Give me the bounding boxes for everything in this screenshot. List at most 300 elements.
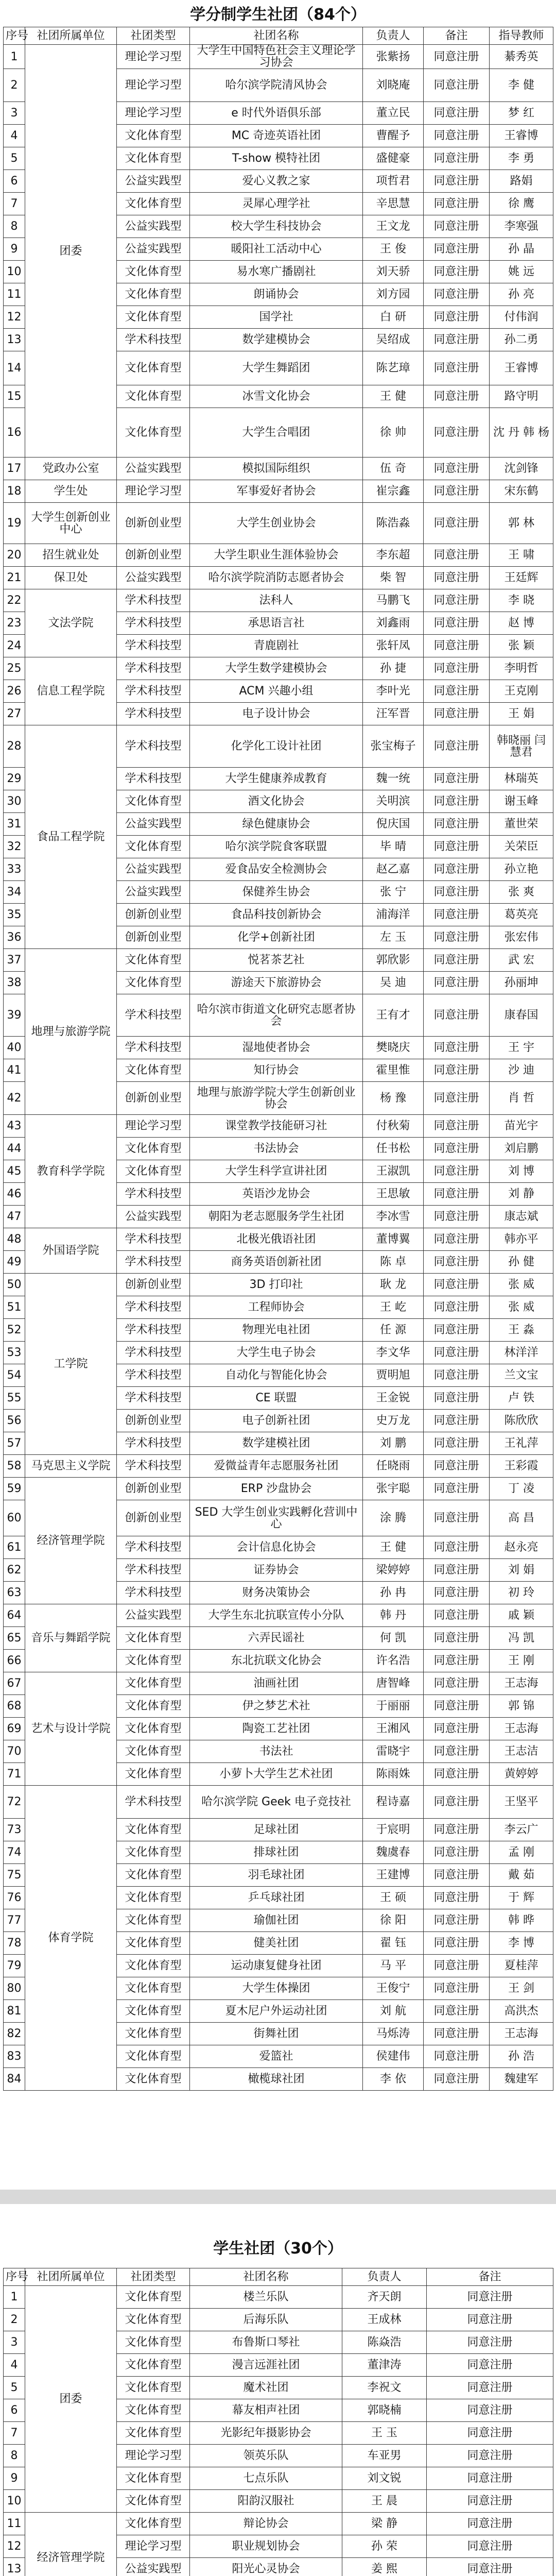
section1-cell: 文化体育型 (117, 1672, 190, 1695)
section1-cell: 王志海 (490, 1718, 553, 1740)
section1-cell: 化学+创新社团 (190, 926, 363, 949)
section1-cell: 62 (4, 1559, 25, 1582)
section1-cell: 大学生东北抗联宣传小分队 (190, 1604, 363, 1627)
section1-cell: 书法社 (190, 1740, 363, 1763)
section1-cell: 电子设计协会 (190, 703, 363, 725)
section1-cell: 14 (4, 351, 25, 385)
section1-cell: 同意注册 (424, 1887, 490, 1909)
section1-cell: 同意注册 (424, 1059, 490, 1082)
section1-cell: 林瑞英 (490, 768, 553, 790)
section2-cell: 文化体育型 (117, 2354, 190, 2377)
section1-cell: 王 俊 (363, 238, 424, 261)
section1-cell: 张 颖 (490, 635, 553, 657)
section1-cell: 42 (4, 1082, 25, 1115)
section2-dept-cell: 经济管理学院 (25, 2513, 117, 2576)
section1-cell: 李 晓 (490, 589, 553, 612)
section1-cell: 文化体育型 (117, 1059, 190, 1082)
section1-cell: 财务决策协会 (190, 1582, 363, 1604)
section1-cell: 朗诵协会 (190, 283, 363, 306)
section2-cell: 2 (4, 2309, 25, 2331)
section1-cell: 物理光电社团 (190, 1319, 363, 1342)
section2-cell: 孙 荣 (342, 2535, 427, 2558)
section1-cell: 马鹏飞 (363, 589, 424, 612)
section1-cell: 孙立艳 (490, 858, 553, 881)
section1-cell: 57 (4, 1432, 25, 1455)
section1-cell: 41 (4, 1059, 25, 1082)
section1-cell: 排球社团 (190, 1841, 363, 1864)
section1-cell: 文化体育型 (117, 1955, 190, 1977)
section1-cell: 樊晓庆 (363, 1037, 424, 1059)
section1-cell: 运动康复健身社团 (190, 1955, 363, 1977)
section1-cell: 学术科技型 (117, 1536, 190, 1559)
section1-cell: 同意注册 (424, 612, 490, 635)
section1-title: 学分制学生社团（84个） (190, 6, 366, 24)
section2-header-cell: 社团类型 (117, 2268, 190, 2286)
section1-cell: 悦茗茶艺社 (190, 949, 363, 972)
section1-cell: 38 (4, 972, 25, 994)
section2-cell: 梁 静 (342, 2513, 427, 2535)
section1-cell: 自动化与智能化协会 (190, 1364, 363, 1387)
section1-cell: 学术科技型 (117, 1183, 190, 1206)
section1-cell: 52 (4, 1319, 25, 1342)
section1-cell: 34 (4, 881, 25, 904)
section1-cell: 49 (4, 1251, 25, 1274)
section1-cell: 大学生体操团 (190, 1977, 363, 2000)
section1-cell: 13 (4, 329, 25, 351)
section1-cell: 王 硕 (363, 1887, 424, 1909)
section1-cell: 王彩霞 (490, 1455, 553, 1478)
section1-cell: 徐 鹰 (490, 193, 553, 215)
section1-cell: 韩亦平 (490, 1228, 553, 1251)
section1-cell: 吴绍成 (363, 329, 424, 351)
section1-cell: 爱食品安全检测协会 (190, 858, 363, 881)
section1-cell: 同意注册 (424, 544, 490, 567)
section1-cell: 同意注册 (424, 1955, 490, 1977)
section1-cell: 刘 航 (363, 2000, 424, 2023)
section1-cell: 74 (4, 1841, 25, 1864)
section1-cell: 同意注册 (424, 1627, 490, 1650)
section1-cell: 学术科技型 (117, 1559, 190, 1582)
section1-cell: 李 博 (490, 1932, 553, 1955)
section1-cell: 翟 钰 (363, 1932, 424, 1955)
section1-cell: 马烁涛 (363, 2023, 424, 2045)
section1-cell: 文化体育型 (117, 1864, 190, 1887)
section1-cell: 李明哲 (490, 657, 553, 680)
section2-cell: 9 (4, 2467, 25, 2490)
section1-cell: 同意注册 (424, 147, 490, 170)
section1-cell: 魏建军 (490, 2068, 553, 2091)
section2-cell: 车亚男 (342, 2445, 427, 2467)
section1-cell: 同意注册 (424, 1864, 490, 1887)
section1-cell: 健美社团 (190, 1932, 363, 1955)
section1-header-cell: 负责人 (363, 27, 424, 45)
section1-cell: 68 (4, 1695, 25, 1718)
section1-cell: 公益实践型 (117, 1604, 190, 1627)
section1-cell: 73 (4, 1819, 25, 1841)
section1-cell: 同意注册 (424, 2045, 490, 2068)
section1-cell: 夏木尼户外运动社团 (190, 2000, 363, 2023)
section1-cell: 浦海洋 (363, 904, 424, 926)
section1-cell: 同意注册 (424, 1536, 490, 1559)
section1-cell: 同意注册 (424, 480, 490, 503)
section1-cell: 同意注册 (424, 2000, 490, 2023)
section1-cell: 文化体育型 (117, 1650, 190, 1672)
section1-cell: 王 刚 (490, 1650, 553, 1672)
section1-cell: 学术科技型 (117, 329, 190, 351)
section1-cell: 9 (4, 238, 25, 261)
section1-cell: 大学生创业协会 (190, 503, 363, 544)
section2-cell: 同意注册 (427, 2490, 553, 2513)
section1-cell: 大学生合唱团 (190, 408, 363, 457)
section2-cell: 阳光心灵协会 (190, 2558, 342, 2576)
section1-cell: 文化体育型 (117, 1718, 190, 1740)
section1-cell: 刘天骄 (363, 261, 424, 283)
section1-cell: 同意注册 (424, 45, 490, 69)
section1-cell: 71 (4, 1763, 25, 1786)
section1-table-row (4, 657, 553, 680)
section1-table-row (4, 1478, 553, 1500)
section1-cell: 25 (4, 657, 25, 680)
section1-cell: 六弄民谣社 (190, 1627, 363, 1650)
section1-cell: 33 (4, 858, 25, 881)
section1-cell: 同意注册 (424, 1228, 490, 1251)
section1-cell: 学术科技型 (117, 1455, 190, 1478)
section1-cell: 同意注册 (424, 1500, 490, 1536)
section1-cell: 刘 鹏 (363, 1432, 424, 1455)
section1-cell: 项哲君 (363, 170, 424, 193)
section1-cell: 同意注册 (424, 385, 490, 408)
section1-cell: 綦秀英 (490, 45, 553, 69)
section1-cell: 文化体育型 (117, 408, 190, 457)
section1-cell: T-show 模特社团 (190, 147, 363, 170)
section1-cell: 4 (4, 125, 25, 147)
section1-cell: 董立民 (363, 102, 424, 125)
section1-cell: 课堂教学技能研习社 (190, 1115, 363, 1138)
section1-table-row (4, 589, 553, 612)
section1-cell: 梦 红 (490, 102, 553, 125)
section1-cell: 苗光宇 (490, 1115, 553, 1138)
section1-cell: 17 (4, 457, 25, 480)
section1-dept-cell: 音乐与舞蹈学院 (25, 1604, 117, 1672)
section1-cell: 同意注册 (424, 949, 490, 972)
section1-cell: 同意注册 (424, 972, 490, 994)
section1-cell: 文化体育型 (117, 1763, 190, 1786)
section2-header-cell: 备注 (427, 2268, 553, 2286)
section1-cell: 路娟 (490, 170, 553, 193)
section2-cell: 文化体育型 (117, 2399, 190, 2422)
section1-cell: 文化体育型 (117, 790, 190, 813)
section2-cell: 13 (4, 2558, 25, 2576)
section1-cell: 1 (4, 45, 25, 69)
section1-cell: 王廷辉 (490, 567, 553, 589)
section1-cell: 同意注册 (424, 1342, 490, 1364)
section1-cell: 大学生科学宣讲社团 (190, 1160, 363, 1183)
section1-cell: 陶瓷工艺社团 (190, 1718, 363, 1740)
section1-cell: 63 (4, 1582, 25, 1604)
section1-cell: 王 啸 (490, 544, 553, 567)
section2-cell: 齐天朗 (342, 2286, 427, 2309)
section1-cell: 48 (4, 1228, 25, 1251)
section1-cell: 公益实践型 (117, 567, 190, 589)
section1-cell: 创新创业型 (117, 1082, 190, 1115)
section1-cell: 王克刚 (490, 680, 553, 703)
section1-cell: 61 (4, 1536, 25, 1559)
section2-title: 学生社团（30个） (213, 2240, 343, 2258)
section1-cell: 同意注册 (424, 69, 490, 102)
section1-cell: 45 (4, 1160, 25, 1183)
section1-cell: 学术科技型 (117, 635, 190, 657)
section1-cell: 地理与旅游学院大学生创新创业协会 (190, 1082, 363, 1115)
section1-cell: 刘 静 (490, 1183, 553, 1206)
section1-cell: 李冰雪 (363, 1206, 424, 1228)
section1-cell: 50 (4, 1274, 25, 1296)
section1-cell: 大学生中国特色社会主义理论学习协会 (190, 45, 363, 69)
section1-cell: 11 (4, 283, 25, 306)
section1-cell: 卢 铁 (490, 1387, 553, 1410)
section1-cell: 李叶光 (363, 680, 424, 703)
section1-cell: 12 (4, 306, 25, 329)
section2-cell: 同意注册 (427, 2377, 553, 2399)
section1-cell: 易水寒广播剧社 (190, 261, 363, 283)
section1-cell: 大学生职业生涯体验协会 (190, 544, 363, 567)
section1-cell: 李东超 (363, 544, 424, 567)
section1-cell: 65 (4, 1627, 25, 1650)
section1-cell: 文化体育型 (117, 2023, 190, 2045)
section2-cell: 幕友相声社团 (190, 2399, 342, 2422)
section2-cell: 10 (4, 2490, 25, 2513)
section1-cell: 于 辉 (490, 1887, 553, 1909)
section2-cell: 同意注册 (427, 2422, 553, 2445)
section1-cell: 同意注册 (424, 261, 490, 283)
section1-cell: 学术科技型 (117, 994, 190, 1037)
section1-cell: 学术科技型 (117, 1296, 190, 1319)
section1-cell: 王有才 (363, 994, 424, 1037)
section1-table-row (4, 45, 553, 69)
section1-cell: 同意注册 (424, 1296, 490, 1319)
section1-cell: 青鹿剧社 (190, 635, 363, 657)
section1-cell: 文化体育型 (117, 2000, 190, 2023)
section1-cell: 谢玉峰 (490, 790, 553, 813)
section1-cell: 哈尔滨市街道文化研究志愿者协会 (190, 994, 363, 1037)
section1-cell: 王志海 (490, 2023, 553, 2045)
section1-cell: 创新创业型 (117, 1478, 190, 1500)
section1-cell: 宋东鹤 (490, 480, 553, 503)
section1-cell: 公益实践型 (117, 170, 190, 193)
section1-cell: 证券协会 (190, 1559, 363, 1582)
section1-cell: 陈浩淼 (363, 503, 424, 544)
section1-cell: 学术科技型 (117, 1387, 190, 1410)
section1-cell: 马 平 (363, 1955, 424, 1977)
section1-cell: 梁婷婷 (363, 1559, 424, 1582)
section2-cell: 布鲁斯口琴社 (190, 2331, 342, 2354)
section1-cell: 3D 打印社 (190, 1274, 363, 1296)
section1-cell: 暖阳社工活动中心 (190, 238, 363, 261)
section1-cell: 同意注册 (424, 703, 490, 725)
section1-cell: CE 联盟 (190, 1387, 363, 1410)
section1-cell: 文化体育型 (117, 1138, 190, 1160)
section1-header-cell: 指导教师 (490, 27, 553, 45)
section2-cell: 职业规划协会 (190, 2535, 342, 2558)
section1-cell: 王志洁 (490, 1740, 553, 1763)
section1-cell: 同意注册 (424, 2068, 490, 2091)
section1-cell: 学术科技型 (117, 1786, 190, 1819)
section1-cell: 36 (4, 926, 25, 949)
section1-cell: 公益实践型 (117, 881, 190, 904)
section1-cell: 同意注册 (424, 1183, 490, 1206)
section1-cell: ERP 沙盘协会 (190, 1478, 363, 1500)
section1-cell: 张宏伟 (490, 926, 553, 949)
section1-cell: 湿地使者协会 (190, 1037, 363, 1059)
section1-cell: 武 宏 (490, 949, 553, 972)
section1-cell: 学术科技型 (117, 725, 190, 768)
section2-header-row (4, 2268, 553, 2286)
section1-cell: 国学社 (190, 306, 363, 329)
section1-cell: 同意注册 (424, 1160, 490, 1183)
section1-cell: 同意注册 (424, 1932, 490, 1955)
section2-cell: 8 (4, 2445, 25, 2467)
section2-cell: 七点乐队 (190, 2467, 342, 2490)
section1-cell: 韩 晔 (490, 1909, 553, 1932)
section1-dept-cell: 艺术与设计学院 (25, 1672, 117, 1786)
section1-cell: 张 威 (490, 1296, 553, 1319)
section1-cell: 校大学生科技协会 (190, 215, 363, 238)
section1-cell: 刘方园 (363, 283, 424, 306)
section2-cell: 王 晨 (342, 2490, 427, 2513)
section2-cell: 郭晓楠 (342, 2399, 427, 2422)
section1-cell: 于宸明 (363, 1819, 424, 1841)
section1-cell: 75 (4, 1864, 25, 1887)
section1-cell: 77 (4, 1909, 25, 1932)
section1-cell: 同意注册 (424, 1718, 490, 1740)
section1-cell: 贾明旭 (363, 1364, 424, 1387)
section1-cell: 同意注册 (424, 881, 490, 904)
section2-cell: 李祝文 (342, 2377, 427, 2399)
section1-cell: 戴 茹 (490, 1864, 553, 1887)
section1-cell: 张宝梅子 (363, 725, 424, 768)
section1-cell: 学术科技型 (117, 1228, 190, 1251)
section1-cell: 创新创业型 (117, 904, 190, 926)
section1-cell: 同意注册 (424, 1909, 490, 1932)
section2-dept-cell: 团委 (25, 2286, 117, 2513)
section1-cell: 26 (4, 680, 25, 703)
section1-table-row (4, 503, 553, 544)
section1-cell: 魏虞春 (363, 1841, 424, 1864)
section1-cell: 同意注册 (424, 567, 490, 589)
section1-cell: 同意注册 (424, 1387, 490, 1410)
section1-cell: 同意注册 (424, 215, 490, 238)
section1-cell: 柴 智 (363, 567, 424, 589)
section1-cell: 5 (4, 147, 25, 170)
section1-cell: 沈剑锋 (490, 457, 553, 480)
section1-cell: 酒文化协会 (190, 790, 363, 813)
section1-cell: 李寒强 (490, 215, 553, 238)
section2-cell: 同意注册 (427, 2535, 553, 2558)
section1-cell: 31 (4, 813, 25, 836)
section1-cell: 油画社团 (190, 1672, 363, 1695)
section2-cell: 6 (4, 2399, 25, 2422)
section1-cell: 学术科技型 (117, 1251, 190, 1274)
section1-cell: 同意注册 (424, 1786, 490, 1819)
section1-cell: 64 (4, 1604, 25, 1627)
section1-cell: 学术科技型 (117, 1342, 190, 1364)
section1-cell: 曹醒予 (363, 125, 424, 147)
section1-cell: 王 宇 (490, 1037, 553, 1059)
section2-cell: 7 (4, 2422, 25, 2445)
section1-cell: 保健养生协会 (190, 881, 363, 904)
section1-cell: 37 (4, 949, 25, 972)
section1-cell: 王坚平 (490, 1786, 553, 1819)
section1-cell: 文化体育型 (117, 193, 190, 215)
section1-cell: 同意注册 (424, 926, 490, 949)
section1-cell: 同意注册 (424, 125, 490, 147)
section1-cell: 兰文宝 (490, 1364, 553, 1387)
section1-cell: 陈欣欣 (490, 1410, 553, 1432)
section1-cell: 任 源 (363, 1319, 424, 1342)
section1-cell: 同意注册 (424, 994, 490, 1037)
section1-cell: 会计信息化协会 (190, 1536, 363, 1559)
section1-cell: 文化体育型 (117, 1740, 190, 1763)
section1-cell: 王 淼 (490, 1319, 553, 1342)
section1-cell: 文化体育型 (117, 836, 190, 858)
section1-cell: 56 (4, 1410, 25, 1432)
section1-cell: 崔宗鑫 (363, 480, 424, 503)
section1-cell: 韩 丹 (363, 1604, 424, 1627)
section1-dept-cell: 文法学院 (25, 589, 117, 657)
section2-cell: 文化体育型 (117, 2331, 190, 2354)
section2-cell: 领英乐队 (190, 2445, 342, 2467)
section1-cell: 44 (4, 1138, 25, 1160)
section1-cell: 同意注册 (424, 1841, 490, 1864)
section1-cell: 哈尔滨学院清风协会 (190, 69, 363, 102)
section1-cell: 李 依 (363, 2068, 424, 2091)
section1-cell: 刘 娟 (490, 1559, 553, 1582)
section1-table-row (4, 457, 553, 480)
section1-cell: 陈雨姝 (363, 1763, 424, 1786)
section1-cell: 哈尔滨学院 Geek 电子竞技社 (190, 1786, 363, 1819)
section2-cell: 11 (4, 2513, 25, 2535)
section1-cell: 文化体育型 (117, 1627, 190, 1650)
section1-cell: 同意注册 (424, 1650, 490, 1672)
section1-cell: 关荣臣 (490, 836, 553, 858)
section1-cell: 8 (4, 215, 25, 238)
section1-header-cell: 备注 (424, 27, 490, 45)
section1-cell: 王思敏 (363, 1183, 424, 1206)
section1-cell: 霍里惟 (363, 1059, 424, 1082)
section1-cell: e 时代外语俱乐部 (190, 102, 363, 125)
section1-cell: 创新创业型 (117, 503, 190, 544)
section1-cell: 理论学习型 (117, 480, 190, 503)
section2-cell: 同意注册 (427, 2309, 553, 2331)
section1-cell: 李云广 (490, 1819, 553, 1841)
section2-cell: 楼兰乐队 (190, 2286, 342, 2309)
section2-table (3, 2268, 553, 2576)
section1-cell: 文化体育型 (117, 1841, 190, 1864)
section1-cell: 84 (4, 2068, 25, 2091)
section1-cell: 黄婷婷 (490, 1763, 553, 1786)
section1-cell: 足球社团 (190, 1819, 363, 1841)
section1-dept-cell: 大学生创新创业中心 (25, 503, 117, 544)
section1-cell: 王礼萍 (490, 1432, 553, 1455)
section1-cell: 28 (4, 725, 25, 768)
section1-cell: 戚 颖 (490, 1604, 553, 1627)
section2-cell: 董津涛 (342, 2354, 427, 2377)
section1-cell: 80 (4, 1977, 25, 2000)
section1-cell: 公益实践型 (117, 813, 190, 836)
section1-cell: 倪庆国 (363, 813, 424, 836)
section1-cell: 任书松 (363, 1138, 424, 1160)
section2-cell: 5 (4, 2377, 25, 2399)
section1-cell: 雷晓宇 (363, 1740, 424, 1763)
